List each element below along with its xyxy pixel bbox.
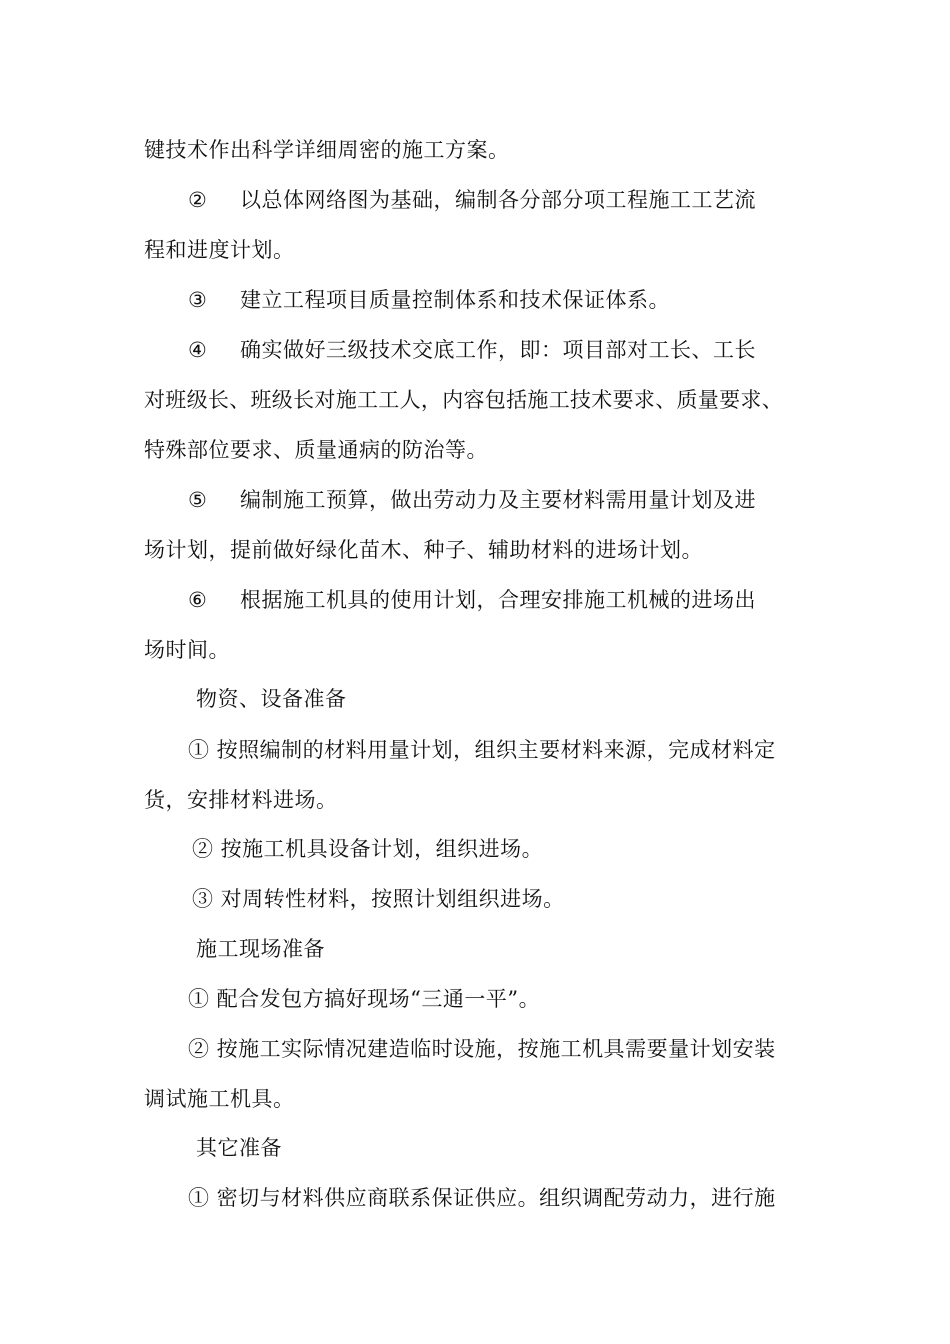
tech-item-5-cont: 场计划，提前做好绿化苗木、种子、辅助材料的进场计划。 <box>144 538 703 562</box>
item-text: 编制施工预算，做出劳动力及主要材料需用量计划及进 <box>240 488 756 512</box>
materials-item-3: ③ 对周转性材料，按照计划组织进场。 <box>192 887 565 911</box>
section-heading-materials: 物资、设备准备 <box>196 687 347 711</box>
item-marker: ③ <box>188 288 208 312</box>
site-item-1: ① 配合发包方搞好现场“三通一平”。 <box>188 987 541 1011</box>
tech-item-2 <box>188 185 756 215</box>
materials-item-1-cont: 货，安排材料进场。 <box>144 788 338 812</box>
intro-tail-text: 键技术作出科学详细周密的施工方案。 <box>144 138 510 162</box>
tech-item-4 <box>188 335 756 365</box>
tech-item-3 <box>188 285 670 315</box>
item-text: 确实做好三级技术交底工作，即：项目部对工长、工长 <box>240 338 756 362</box>
item-marker: ④ <box>188 338 208 362</box>
item-marker: ② <box>188 188 208 212</box>
other-item-1: ① 密切与材料供应商联系保证供应。组织调配劳动力，进行施 <box>188 1186 776 1210</box>
site-item-2-cont: 调试施工机具。 <box>144 1087 295 1111</box>
item-marker: ⑤ <box>188 488 208 512</box>
section-heading-other: 其它准备 <box>196 1136 282 1160</box>
materials-item-1: ① 按照编制的材料用量计划，组织主要材料来源，完成材料定 <box>188 738 776 762</box>
item-marker: ⑥ <box>188 588 208 612</box>
site-item-2: ② 按施工实际情况建造临时设施，按施工机具需要量计划安装 <box>188 1037 776 1061</box>
tech-item-2-cont: 程和进度计划。 <box>144 238 295 262</box>
section-heading-site: 施工现场准备 <box>196 937 325 961</box>
tech-item-4-cont: 对班级长、班级长对施工工人，内容包括施工技术要求、质量要求、 <box>144 388 783 412</box>
tech-item-6-cont: 场时间。 <box>144 638 230 662</box>
item-text: 建立工程项目质量控制体系和技术保证体系。 <box>240 288 670 312</box>
tech-item-5 <box>188 485 756 515</box>
item-text: 以总体网络图为基础，编制各分部分项工程施工工艺流 <box>240 188 756 212</box>
materials-item-2: ② 按施工机具设备计划，组织进场。 <box>192 837 544 861</box>
item-text: 根据施工机具的使用计划，合理安排施工机械的进场出 <box>240 588 756 612</box>
tech-item-6 <box>188 585 756 615</box>
tech-item-4-cont2: 特殊部位要求、质量通病的防治等。 <box>144 438 488 462</box>
